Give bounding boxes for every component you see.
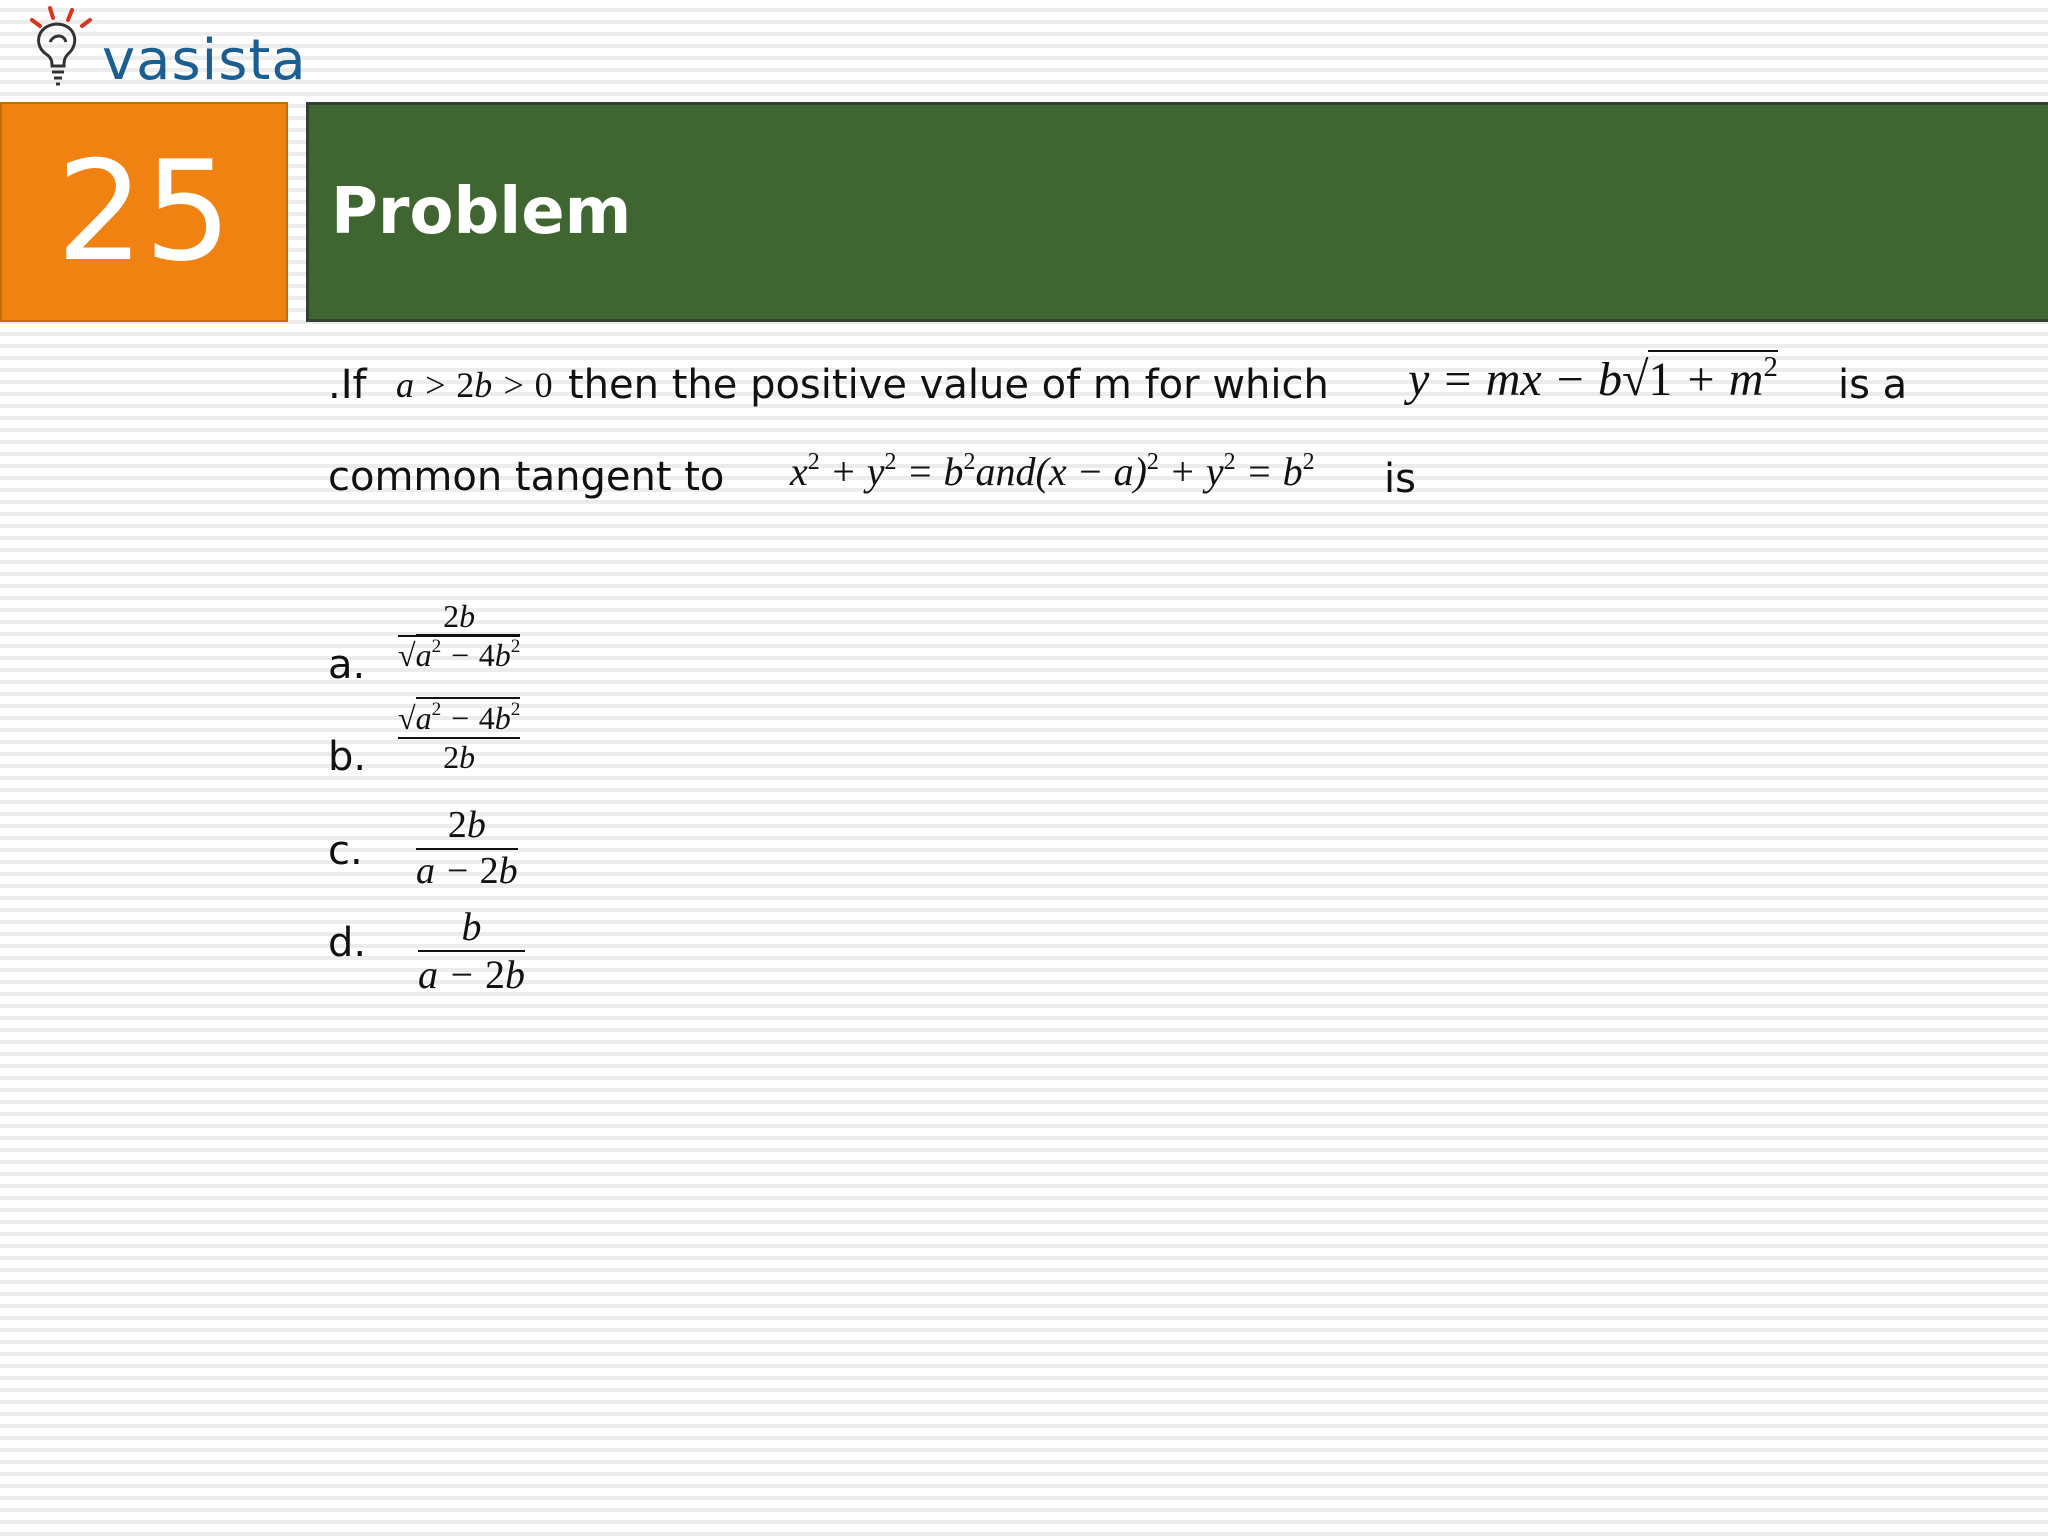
title-bar	[306, 102, 2048, 322]
option-a-label[interactable]: a.	[328, 642, 366, 688]
math-condition: a > 2b > 0	[396, 365, 553, 405]
option-d-numerator: b	[461, 904, 482, 949]
option-c-fraction[interactable]	[416, 804, 518, 893]
option-b-label[interactable]: b.	[328, 734, 367, 780]
question-line2-prefix: common tangent to	[328, 454, 725, 500]
option-a-numerator: 2b	[443, 598, 476, 634]
math-circle-equations: $x^2 + y^2 = b^2and(x - a)^2 + y^2 = b^2$	[790, 448, 1315, 494]
option-b-fraction[interactable]	[398, 700, 520, 776]
option-d-denominator: a − 2b	[418, 952, 525, 997]
option-d-fraction[interactable]	[418, 904, 525, 998]
option-a-denominator: $√a^2 - 4b^2$	[398, 637, 520, 674]
question-prefix: .If	[328, 362, 367, 408]
brand-logo	[20, 2, 310, 98]
option-c-denominator: a − 2b	[416, 849, 518, 892]
slide-number: 25	[0, 102, 288, 322]
option-a-fraction[interactable]	[398, 598, 520, 674]
brand-name: vasista	[102, 28, 307, 93]
option-b-denominator: 2b	[443, 738, 476, 775]
lightbulb-icon	[20, 2, 110, 98]
math-tangent-line: y = mx − $b√1 + m^2$	[1408, 351, 1778, 406]
option-c-numerator: 2b	[447, 804, 486, 846]
option-c-label[interactable]: c.	[328, 828, 363, 874]
question-middle-text: then the positive value of m for which	[568, 362, 1329, 408]
option-b-numerator: $√a^2 - 4b^2$	[398, 700, 520, 737]
option-d-label[interactable]: d.	[328, 920, 367, 966]
question-suffix: is a	[1838, 362, 1908, 408]
question-line2-suffix: is	[1384, 456, 1416, 502]
slide-title: Problem	[331, 175, 632, 249]
